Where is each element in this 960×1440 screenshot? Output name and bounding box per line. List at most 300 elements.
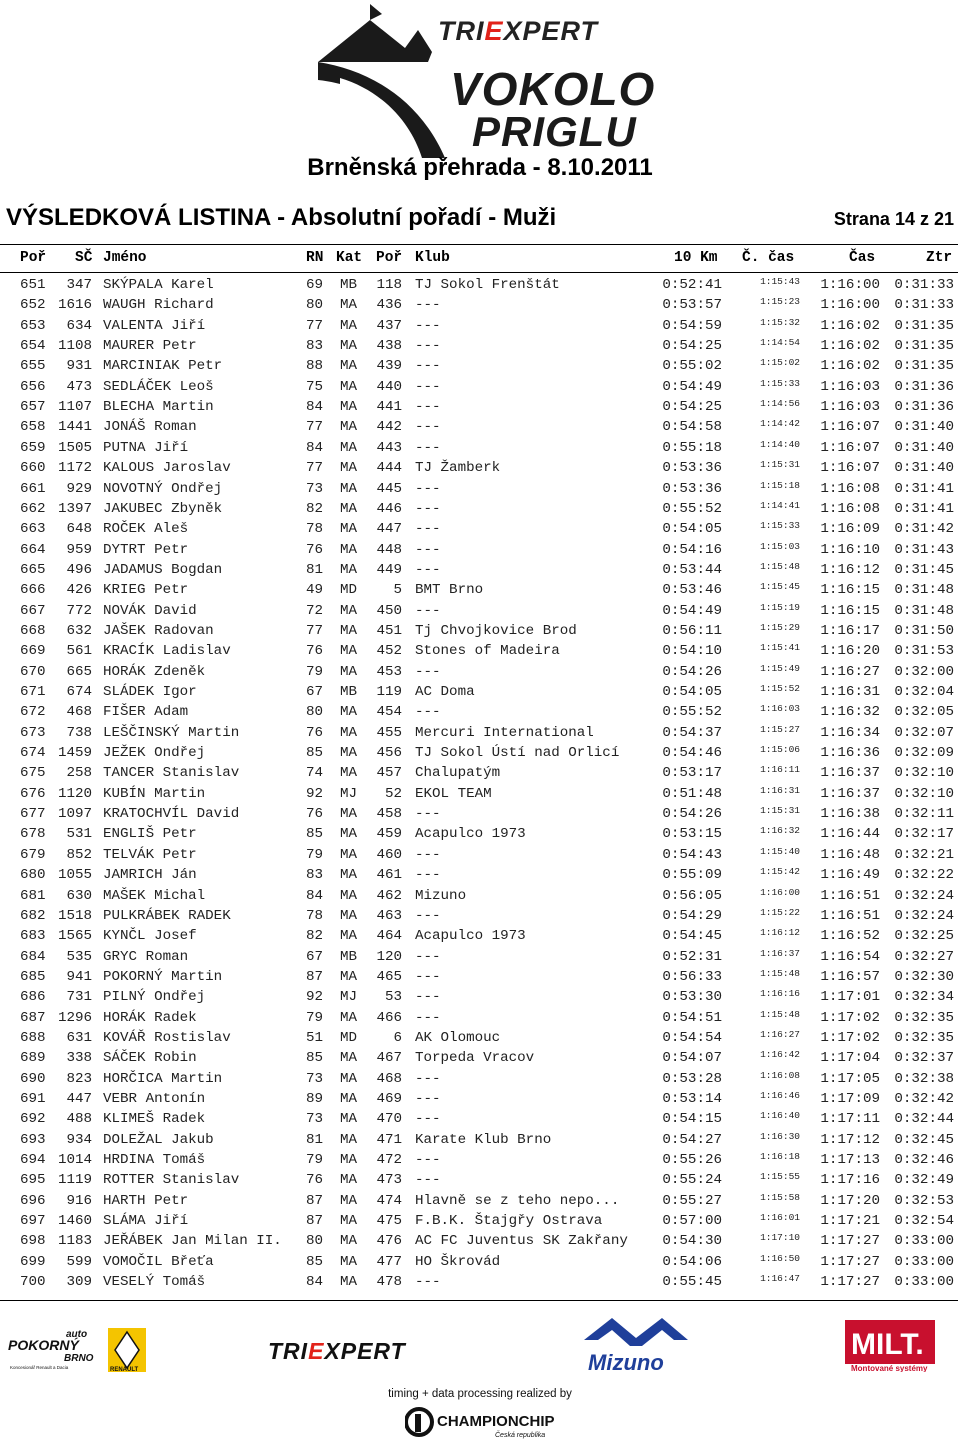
cell-cas1: 1:15:29 xyxy=(760,621,800,633)
cell-por2: 439 xyxy=(376,358,402,375)
cell-kat: MA xyxy=(340,745,358,762)
cell-por2: 436 xyxy=(376,297,402,314)
table-row xyxy=(0,703,960,723)
cell-rn: 69 xyxy=(306,277,324,293)
event-subtitle: Brněnská přehrada - 8.10.2011 xyxy=(307,154,653,181)
cell-por2: 466 xyxy=(376,1009,402,1026)
table-row xyxy=(0,1049,960,1069)
cell-cas1: 1:16:32 xyxy=(760,825,800,837)
cell-sc: 599 xyxy=(66,1253,92,1270)
cell-rn: 77 xyxy=(306,622,324,639)
cell-kat: MA xyxy=(340,1192,358,1209)
cell-por: 675 xyxy=(20,765,46,782)
cell-por2: 475 xyxy=(376,1213,402,1230)
cell-ztr: 0:32:44 xyxy=(894,1111,954,1128)
cell-kat: MD xyxy=(340,582,358,599)
cell-rn: 83 xyxy=(306,338,324,355)
cell-kat: MA xyxy=(340,1274,358,1291)
cell-klub: --- xyxy=(415,399,441,416)
cell-sc: 772 xyxy=(66,602,92,619)
cell-rn: 67 xyxy=(306,684,324,700)
cell-10km: 0:55:24 xyxy=(662,1172,722,1189)
cell-cas: 1:16:10 xyxy=(820,541,880,558)
cell-kat: MA xyxy=(340,1233,358,1250)
cell-klub: --- xyxy=(415,500,441,517)
cell-kat: MA xyxy=(340,358,358,375)
cell-rn: 78 xyxy=(306,907,324,924)
cell-por: 666 xyxy=(20,582,46,599)
cell-cas1: 1:15:48 xyxy=(760,560,800,572)
cell-rn: 80 xyxy=(306,704,324,721)
cell-por2: 120 xyxy=(376,948,402,965)
table-row xyxy=(0,1009,960,1029)
cell-rn: 76 xyxy=(306,724,324,741)
cell-por2: 458 xyxy=(376,806,402,823)
milt-logo xyxy=(845,1320,935,1372)
cell-klub: --- xyxy=(415,602,441,619)
cell-por2: 473 xyxy=(376,1172,402,1189)
cell-por: 694 xyxy=(20,1152,46,1169)
svg-text:RENAULT: RENAULT xyxy=(110,1367,139,1372)
cell-jmeno: TANCER Stanislav xyxy=(103,765,240,782)
cell-por: 672 xyxy=(20,704,46,721)
cell-sc: 1441 xyxy=(57,419,92,436)
cell-ztr: 0:31:48 xyxy=(894,582,954,599)
cell-klub: --- xyxy=(415,704,441,721)
cell-cas: 1:16:20 xyxy=(820,643,880,660)
cell-ztr: 0:32:04 xyxy=(894,684,954,700)
cell-por: 665 xyxy=(20,561,46,578)
cell-por: 700 xyxy=(20,1274,46,1291)
cell-rn: 92 xyxy=(306,785,324,802)
table-row xyxy=(0,541,960,561)
cell-por2: 464 xyxy=(376,928,402,945)
table-row xyxy=(0,927,960,947)
cell-kat: MA xyxy=(340,724,358,741)
cell-por2: 447 xyxy=(376,521,402,538)
cell-cas: 1:16:00 xyxy=(820,297,880,314)
cell-rn: 79 xyxy=(306,846,324,863)
cell-por2: 461 xyxy=(376,867,402,884)
cell-kat: MA xyxy=(340,1152,358,1169)
cell-cas1: 1:16:11 xyxy=(760,764,800,776)
cell-ztr: 0:32:24 xyxy=(894,907,954,924)
cell-ztr: 0:31:40 xyxy=(894,460,954,477)
cell-jmeno: NOVOTNÝ Ondřej xyxy=(103,480,223,497)
col-klub: Klub xyxy=(415,250,450,266)
cell-por2: 445 xyxy=(376,480,402,497)
svg-text:MILT.: MILT. xyxy=(851,1328,924,1361)
cell-ztr: 0:31:41 xyxy=(894,500,954,517)
svg-text:POKORNÝ: POKORNÝ xyxy=(8,1337,79,1353)
cell-por: 690 xyxy=(20,1070,46,1087)
col-10km: 10 Km xyxy=(674,250,718,266)
cell-por: 680 xyxy=(20,867,46,884)
cell-por2: 472 xyxy=(376,1152,402,1169)
cell-por2: 478 xyxy=(376,1274,402,1291)
cell-por: 685 xyxy=(20,968,46,985)
cell-klub: --- xyxy=(415,439,441,456)
cell-rn: 84 xyxy=(306,439,324,456)
cell-10km: 0:54:25 xyxy=(662,338,722,355)
svg-text:Mizuno: Mizuno xyxy=(588,1350,664,1374)
cell-cas1: 1:15:03 xyxy=(760,540,800,552)
table-row xyxy=(0,500,960,520)
cell-jmeno: KYNČL Josef xyxy=(103,928,197,945)
cell-cas1: 1:14:42 xyxy=(760,418,800,430)
cell-kat: MA xyxy=(340,338,358,355)
cell-jmeno: DOLEŽAL Jakub xyxy=(103,1131,214,1148)
cell-klub: --- xyxy=(415,1070,441,1087)
table-row xyxy=(0,378,960,398)
cell-jmeno: NOVÁK David xyxy=(103,602,197,619)
cell-cas1: 1:14:40 xyxy=(760,438,800,450)
cell-klub: --- xyxy=(415,989,441,1006)
cell-por: 655 xyxy=(20,358,46,375)
cell-jmeno: ENGLIŠ Petr xyxy=(103,826,197,843)
cell-cas: 1:17:02 xyxy=(820,1029,880,1046)
cell-kat: MA xyxy=(340,521,358,538)
cell-por: 654 xyxy=(20,338,46,355)
cell-10km: 0:54:07 xyxy=(662,1050,722,1067)
cell-ztr: 0:32:11 xyxy=(894,806,954,823)
cell-jmeno: HORÁK Radek xyxy=(103,1009,197,1026)
cell-sc: 674 xyxy=(66,684,92,700)
cell-kat: MA xyxy=(340,765,358,782)
cell-sc: 959 xyxy=(66,541,92,558)
cell-ztr: 0:32:05 xyxy=(894,704,954,721)
cell-10km: 0:52:31 xyxy=(662,948,722,965)
cell-cas: 1:16:57 xyxy=(820,968,880,985)
table-row xyxy=(0,663,960,683)
cell-klub: AC Doma xyxy=(415,684,475,700)
cell-klub: Torpeda Vracov xyxy=(415,1050,535,1067)
table-row xyxy=(0,418,960,438)
cell-10km: 0:53:36 xyxy=(662,460,722,477)
cell-ztr: 0:33:00 xyxy=(894,1274,954,1291)
cell-cas1: 1:15:40 xyxy=(760,845,800,857)
cell-por2: 457 xyxy=(376,765,402,782)
cell-cas: 1:17:12 xyxy=(820,1131,880,1148)
cell-jmeno: POKORNÝ Martin xyxy=(103,968,223,985)
table-row xyxy=(0,683,960,703)
table-row xyxy=(0,480,960,500)
col-por: Poř xyxy=(20,250,47,266)
cell-cas: 1:16:02 xyxy=(820,338,880,355)
cell-por2: 442 xyxy=(376,419,402,436)
cell-kat: MJ xyxy=(340,785,358,802)
cell-cas: 1:16:08 xyxy=(820,480,880,497)
cell-cas: 1:17:02 xyxy=(820,1009,880,1026)
cell-klub: TJ Žamberk xyxy=(415,460,501,477)
cell-jmeno: KUBÍN Martin xyxy=(103,785,206,802)
cell-10km: 0:53:30 xyxy=(662,989,722,1006)
cell-kat: MA xyxy=(340,1091,358,1107)
cell-sc: 473 xyxy=(66,378,92,395)
cell-kat: MA xyxy=(340,867,358,884)
cell-cas1: 1:15:42 xyxy=(760,866,800,878)
cell-cas: 1:16:51 xyxy=(820,907,880,924)
cell-cas: 1:16:37 xyxy=(820,785,880,802)
cell-jmeno: SEDLÁČEK Leoš xyxy=(103,378,214,395)
cell-sc: 1505 xyxy=(57,439,92,456)
cell-rn: 88 xyxy=(306,358,324,375)
cell-kat: MA xyxy=(340,622,358,639)
cell-10km: 0:54:49 xyxy=(662,378,722,395)
cell-por: 697 xyxy=(20,1213,46,1230)
cell-por2: 471 xyxy=(376,1131,402,1148)
cell-cas: 1:17:27 xyxy=(820,1253,880,1270)
cell-rn: 77 xyxy=(306,460,324,477)
cell-rn: 89 xyxy=(306,1091,324,1107)
cell-cas1: 1:16:31 xyxy=(760,784,800,796)
cell-ztr: 0:32:45 xyxy=(894,1131,954,1148)
cell-10km: 0:55:18 xyxy=(662,439,722,456)
cell-jmeno: FIŠER Adam xyxy=(103,704,189,721)
cell-sc: 929 xyxy=(66,480,92,497)
cell-klub: --- xyxy=(415,317,441,334)
cell-ztr: 0:32:21 xyxy=(894,846,954,863)
cell-por2: 450 xyxy=(376,602,402,619)
table-row xyxy=(0,866,960,886)
cell-10km: 0:53:57 xyxy=(662,297,722,314)
cell-cas: 1:17:05 xyxy=(820,1070,880,1087)
cell-rn: 85 xyxy=(306,826,324,843)
cell-10km: 0:55:26 xyxy=(662,1152,722,1169)
cell-por: 683 xyxy=(20,928,46,945)
cell-jmeno: GRYC Roman xyxy=(103,948,189,965)
cell-klub: --- xyxy=(415,907,441,924)
cell-ztr: 0:32:49 xyxy=(894,1172,954,1189)
cell-klub: BMT Brno xyxy=(415,582,484,599)
table-row xyxy=(0,846,960,866)
cell-cas: 1:16:37 xyxy=(820,765,880,782)
cell-rn: 73 xyxy=(306,480,324,497)
cell-ztr: 0:32:10 xyxy=(894,785,954,802)
cell-jmeno: SLÁMA Jiří xyxy=(103,1213,189,1230)
col-jmeno: Jméno xyxy=(103,250,147,266)
cell-sc: 1460 xyxy=(57,1213,92,1230)
cell-ztr: 0:31:40 xyxy=(894,439,954,456)
cell-10km: 0:53:44 xyxy=(662,561,722,578)
cell-klub: --- xyxy=(415,1009,441,1026)
cell-por2: 452 xyxy=(376,643,402,660)
cell-jmeno: VOMOČIL Břeťa xyxy=(103,1253,214,1270)
cell-rn: 79 xyxy=(306,663,324,680)
cell-por: 656 xyxy=(20,378,46,395)
cell-por: 679 xyxy=(20,846,46,863)
cell-sc: 931 xyxy=(66,358,92,375)
cell-por2: 5 xyxy=(393,582,402,599)
cell-kat: MJ xyxy=(340,989,358,1006)
cell-por2: 438 xyxy=(376,338,402,355)
cell-jmeno: JAMRICH Ján xyxy=(103,867,197,884)
cell-kat: MD xyxy=(340,1029,358,1046)
cell-10km: 0:54:58 xyxy=(662,419,722,436)
cell-jmeno: SKÝPALA Karel xyxy=(103,277,214,293)
cell-klub: --- xyxy=(415,1152,441,1169)
cell-klub: TJ Sokol Frenštát xyxy=(415,277,560,293)
cell-kat: MA xyxy=(340,806,358,823)
cell-10km: 0:54:26 xyxy=(662,663,722,680)
cell-por: 669 xyxy=(20,643,46,660)
cell-sc: 347 xyxy=(66,277,92,293)
cell-klub: --- xyxy=(415,378,441,395)
table-row xyxy=(0,1171,960,1191)
cell-klub: TJ Sokol Ústí nad Orlicí xyxy=(415,745,620,762)
triexpert-logo: TRIEXPERT xyxy=(438,16,599,46)
cell-jmeno: KLIMEŠ Radek xyxy=(103,1111,206,1128)
cell-kat: MA xyxy=(340,1009,358,1026)
cell-sc: 916 xyxy=(66,1192,92,1209)
cell-por: 660 xyxy=(20,460,46,477)
cell-rn: 87 xyxy=(306,968,324,985)
cell-cas: 1:16:17 xyxy=(820,622,880,639)
cell-cas1: 1:15:41 xyxy=(760,642,800,654)
cell-klub: EKOL TEAM xyxy=(415,785,492,802)
cell-10km: 0:54:51 xyxy=(662,1009,722,1026)
cell-sc: 338 xyxy=(66,1050,92,1067)
cell-rn: 80 xyxy=(306,1233,324,1250)
cell-sc: 631 xyxy=(66,1029,92,1046)
cell-por2: 52 xyxy=(384,785,402,802)
cell-por2: 470 xyxy=(376,1111,402,1128)
cell-ztr: 0:32:25 xyxy=(894,928,954,945)
cell-kat: MA xyxy=(340,317,358,334)
cell-sc: 934 xyxy=(66,1131,92,1148)
cell-por: 663 xyxy=(20,521,46,538)
cell-ztr: 0:32:10 xyxy=(894,765,954,782)
cell-ztr: 0:31:50 xyxy=(894,622,954,639)
cell-10km: 0:54:27 xyxy=(662,1131,722,1148)
cell-rn: 78 xyxy=(306,521,324,538)
cell-sc: 1183 xyxy=(57,1233,92,1250)
cell-por2: 469 xyxy=(376,1091,402,1107)
table-row xyxy=(0,1131,960,1151)
cell-jmeno: MAURER Petr xyxy=(103,338,197,355)
cell-ztr: 0:31:40 xyxy=(894,419,954,436)
cell-cas1: 1:16:47 xyxy=(760,1273,800,1285)
cell-rn: 87 xyxy=(306,1213,324,1230)
cell-sc: 561 xyxy=(66,643,92,660)
cell-rn: 76 xyxy=(306,1172,324,1189)
cell-kat: MA xyxy=(340,968,358,985)
cell-por: 691 xyxy=(20,1091,46,1107)
cell-por: 684 xyxy=(20,948,46,965)
table-row xyxy=(0,357,960,377)
cell-10km: 0:54:25 xyxy=(662,399,722,416)
cell-cas1: 1:15:18 xyxy=(760,479,800,491)
cell-ztr: 0:31:36 xyxy=(894,378,954,395)
svg-text:CHAMPIONCHIP: CHAMPIONCHIP xyxy=(437,1413,555,1430)
cell-por: 677 xyxy=(20,806,46,823)
cell-cas1: 1:14:56 xyxy=(760,398,800,410)
cell-cas: 1:16:15 xyxy=(820,582,880,599)
cell-cas: 1:16:07 xyxy=(820,419,880,436)
mizuno-logo xyxy=(582,1316,690,1374)
cell-klub: --- xyxy=(415,968,441,985)
cell-rn: 83 xyxy=(306,867,324,884)
cell-sc: 941 xyxy=(66,968,92,985)
col-por2: Poř xyxy=(376,250,403,266)
cell-por2: 53 xyxy=(384,989,402,1006)
table-row xyxy=(0,1090,960,1110)
cell-cas1: 1:15:32 xyxy=(760,316,800,328)
cell-cas1: 1:15:43 xyxy=(760,276,800,287)
timing-credit: timing + data processing realized by xyxy=(388,1388,572,1400)
cell-por2: 476 xyxy=(376,1233,402,1250)
cell-10km: 0:54:45 xyxy=(662,928,722,945)
cell-ztr: 0:32:54 xyxy=(894,1213,954,1230)
cell-por2: 465 xyxy=(376,968,402,985)
cell-por: 699 xyxy=(20,1253,46,1270)
cell-10km: 0:55:02 xyxy=(662,358,722,375)
cell-sc: 1120 xyxy=(57,785,92,802)
cell-klub: Tj Chvojkovice Brod xyxy=(415,622,577,639)
cell-cas: 1:16:09 xyxy=(820,521,880,538)
cell-10km: 0:54:37 xyxy=(662,724,722,741)
cell-cas1: 1:16:00 xyxy=(760,886,800,898)
cell-cas1: 1:15:19 xyxy=(760,601,800,613)
cell-por: 667 xyxy=(20,602,46,619)
cell-cas: 1:16:02 xyxy=(820,317,880,334)
document-title: VÝSLEDKOVÁ LISTINA - Absolutní pořadí - Muži xyxy=(6,204,557,231)
cell-sc: 1172 xyxy=(57,460,92,477)
event-name-line2: PRIGLU xyxy=(472,108,637,155)
table-row xyxy=(0,337,960,357)
cell-rn: 76 xyxy=(306,643,324,660)
cell-cas1: 1:16:12 xyxy=(760,927,800,939)
header-bottom-rule xyxy=(0,272,958,273)
cell-cas: 1:17:21 xyxy=(820,1213,880,1230)
table-row xyxy=(0,948,960,968)
cell-rn: 84 xyxy=(306,887,324,904)
cell-cas: 1:16:15 xyxy=(820,602,880,619)
svg-text:Koncesionář Renault a Dacia: Koncesionář Renault a Dacia xyxy=(10,1365,69,1370)
cell-kat: MA xyxy=(340,561,358,578)
col-rn: RN xyxy=(306,250,324,266)
cell-rn: 77 xyxy=(306,317,324,334)
cell-kat: MA xyxy=(340,439,358,456)
cell-por2: 119 xyxy=(376,684,402,700)
cell-cas: 1:16:03 xyxy=(820,399,880,416)
cell-ztr: 0:31:35 xyxy=(894,338,954,355)
table-row xyxy=(0,785,960,805)
cell-cas: 1:16:44 xyxy=(820,826,880,843)
cell-cas1: 1:14:41 xyxy=(760,499,800,511)
cell-por2: 441 xyxy=(376,399,402,416)
cell-klub: --- xyxy=(415,806,441,823)
cell-klub: Acapulco 1973 xyxy=(415,826,526,843)
cell-cas1: 1:15:55 xyxy=(760,1171,800,1183)
cell-kat: MA xyxy=(340,928,358,945)
cell-klub: HO Škrovád xyxy=(415,1253,501,1270)
cell-por2: 446 xyxy=(376,500,402,517)
cell-cas1: 1:16:18 xyxy=(760,1151,800,1163)
cell-rn: 81 xyxy=(306,561,324,578)
championchip-logo xyxy=(405,1404,565,1440)
cell-por: 682 xyxy=(20,907,46,924)
cell-kat: MA xyxy=(340,704,358,721)
col-ztr: Ztr xyxy=(926,250,953,266)
cell-cas: 1:16:48 xyxy=(820,846,880,863)
cell-por2: 454 xyxy=(376,704,402,721)
cell-kat: MA xyxy=(340,1111,358,1128)
cell-kat: MB xyxy=(340,277,358,293)
cell-por: 652 xyxy=(20,297,46,314)
cell-jmeno: ROTTER Stanislav xyxy=(103,1172,240,1189)
cell-kat: MA xyxy=(340,1070,358,1087)
